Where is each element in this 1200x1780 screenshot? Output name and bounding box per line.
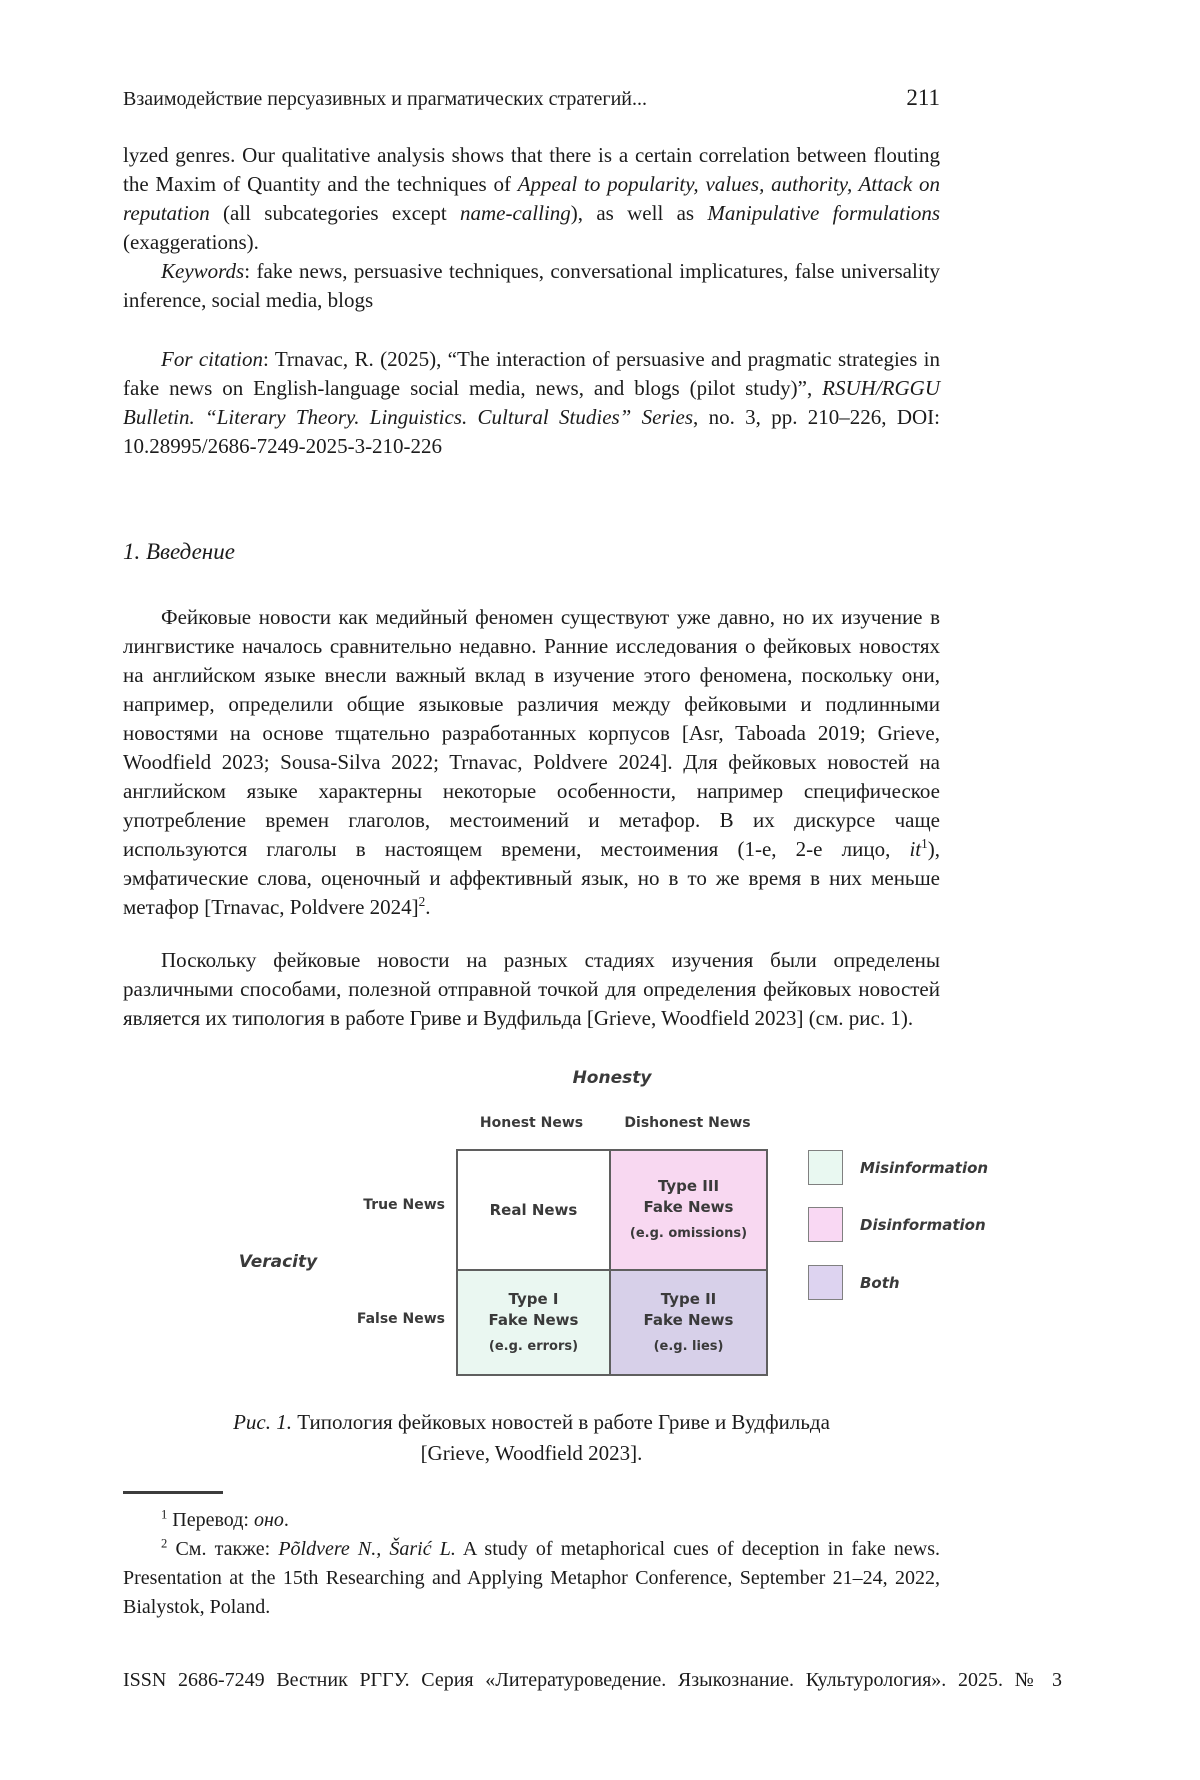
row-header-false-news: False News xyxy=(356,1311,445,1327)
footnote-separator xyxy=(123,1491,223,1494)
cell-type-ii-example: (e.g. lies) xyxy=(653,1338,724,1354)
intro-paragraph-1: Фейковые новости как медийный феномен существуют уже давно, но их изучение в лингвистике началось сравнительно недавно. Ранние исследования о фейковых новостях на английском языке внесли важный вклад в изучение этого феномена, поскольку они, например, определили общие языковые различия между фейковыми и подлинными новостями на основе тщательно разработанных корпусов [Asr, Taboada 2019; Grieve, Woodfield 2023; Sousa-Silva 2022; Trnavac, Poldvere 2024]. Для фейковых новостей на английском языке характерны некоторые особенности, например специфическое употребление времен глаголов, местоимений и метафор. В их дискурсе чаще используются глаголы в настоящем времени, местоимения (1-е, 2-е лицо, $it^1$), эмфатические слова, оценочный и аффективный язык, но в то же время в них меньше метафор [Trnavac, Poldvere 2024]$^2$. xyxy=(123,605,940,919)
footer-issn: ISSN 2686-7249 xyxy=(123,1669,265,1691)
cell-real-news xyxy=(458,1151,609,1269)
cell-type-ii-line2: Fake News xyxy=(643,1310,734,1329)
legend-swatch-disinformation xyxy=(808,1207,843,1242)
figure-caption-line2: [Grieve, Woodfield 2023]. xyxy=(420,1441,643,1465)
footnote-1: $^1$ Перевод: оно. xyxy=(161,1507,289,1531)
abstract-paragraph: lyzed genres. Our qualitative analysis shows that there is a certain correlation between flouting the Maxim of Quantity and the techniques of Appeal to popularity, values, authority, Attack on reputation (all subcategories except name-calling), as well as Manipulative formulations (exaggerations). xyxy=(123,143,940,254)
fake-news-typology-figure xyxy=(123,1056,989,1396)
cell-real-news-label: Real News xyxy=(489,1200,578,1219)
footnotes xyxy=(123,1506,940,1622)
legend-item-both xyxy=(808,1265,900,1300)
running-head: Взаимодействие персуазивных и прагматических стратегий... xyxy=(123,88,648,110)
cell-type-i-line2: Fake News xyxy=(488,1310,579,1329)
legend-swatch-misinformation xyxy=(808,1150,843,1185)
legend-label-misinformation: Misinformation xyxy=(860,1158,989,1177)
column-header-honest-news: Honest News xyxy=(479,1115,584,1131)
row-header-true-news: True News xyxy=(363,1197,445,1213)
cell-type-i-example: (e.g. errors) xyxy=(488,1338,579,1354)
legend-item-misinformation xyxy=(808,1150,988,1185)
cell-type-ii-fake-news xyxy=(609,1269,766,1374)
cell-type-iii-example: (e.g. omissions) xyxy=(629,1226,748,1241)
footnote-2: $^2$ См. также: Põldvere N., Šarić L. A study of metaphorical cues of deception in fake news. Presentation at the 15th Researching and Applying Metaphor Conference, September 21–24, 2022, Bialystok, Poland. xyxy=(123,1536,941,1618)
typology-matrix xyxy=(456,1149,768,1376)
axis-label-honesty: Honesty xyxy=(572,1068,652,1088)
section-heading: 1. Введение xyxy=(123,539,235,564)
page-number: 211 xyxy=(906,85,940,110)
column-header-dishonest-news: Dishonest News xyxy=(624,1115,751,1131)
legend-item-disinformation xyxy=(808,1207,986,1242)
axis-label-veracity: Veracity xyxy=(238,1252,318,1272)
legend-swatch-both xyxy=(808,1265,843,1300)
keywords-paragraph: Keywords: fake news, persuasive techniques, conversational implicatures, false universality inference, social media, blogs xyxy=(123,259,940,312)
citation-paragraph: For citation: Trnavac, R. (2025), “The interaction of persuasive and pragmatic strategies in fake news on English-language social media, news, and blogs (pilot study)”, RSUH/RGGU Bulletin. “Literary Theory. Linguistics. Cultural Studies” Series, no. 3, pp. 210–226, DOI: 10.28995/2686-7249-2025-3-210-226 xyxy=(123,347,940,458)
figure-caption-line1: Рис. 1. Типология фейковых новостей в работе Гриве и Вудфильда xyxy=(233,1410,830,1434)
cell-type-ii-line1: Type II xyxy=(660,1289,717,1308)
cell-type-iii-fake-news xyxy=(609,1151,766,1269)
running-head-row xyxy=(123,84,940,113)
legend-label-both: Both xyxy=(860,1273,900,1292)
cell-type-i-line1: Type I xyxy=(508,1289,559,1308)
intro-paragraph-2: Поскольку фейковые новости на разных стадиях изучения были определены различными способами, полезной отправной точкой для определения фейковых новостей является их типология в работе Гриве и Вудфильда [Grieve, Woodfield 2023] (см. рис. 1). xyxy=(123,948,940,1030)
cell-type-i-fake-news xyxy=(458,1269,609,1374)
legend-label-disinformation: Disinformation xyxy=(860,1215,986,1234)
cell-type-iii-line2: Fake News xyxy=(643,1198,734,1216)
footer-journal: Вестник РГГУ. Серия «Литературоведение. Языкознание. Культурология». 2025. № 3 xyxy=(276,1669,1063,1691)
page-footer xyxy=(123,1667,1062,1693)
figure-caption xyxy=(123,1407,940,1469)
cell-type-iii-line1: Type III xyxy=(657,1177,720,1195)
